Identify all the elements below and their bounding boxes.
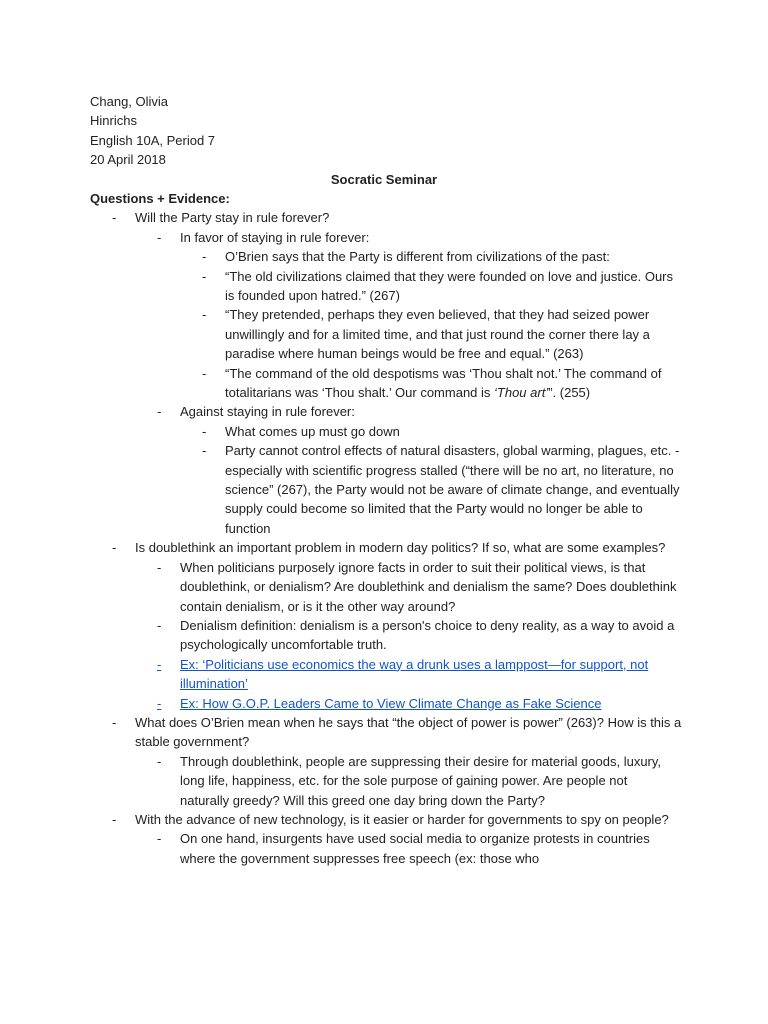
document-title: Socratic Seminar (330, 171, 438, 187)
question-text: With the advance of new technology, is it easier or harder for governments to spy on people? (135, 811, 669, 827)
bullet-dash: - (112, 811, 117, 827)
question-item (90, 713, 690, 752)
subtopic-item (90, 558, 690, 616)
bullet-dash: - (157, 559, 162, 575)
subtopic-text: On one hand, insurgents have used social media to organize protests in countries where the government suppresses free speech (ex: those who (180, 831, 650, 866)
quote-text-before: “The command of the old despotisms was ‘Thou shalt not.’ The command of totalitarians was ‘Thou shalt.’ Our command is (225, 365, 662, 401)
bullet-dash: - (157, 229, 162, 245)
questions-outline (90, 208, 690, 868)
subtopic-text: Against staying in rule forever: (180, 404, 355, 420)
question-item (90, 810, 690, 829)
bullet-dash: - (157, 404, 162, 420)
link-item (90, 694, 690, 713)
subtopic-item (90, 228, 690, 247)
evidence-text: O’Brien says that the Party is different from civilizations of the past: (225, 249, 610, 265)
bullet-dash: - (157, 656, 162, 672)
evidence-text: Party cannot control effects of natural disasters, global warming, plagues, etc. - especially with scientific progress stalled (“there will be no art, no literature, no science” (267), the Party would not be aware of climate change, and eventually supply could become so limited that the Party would no longer be able to function (225, 443, 680, 536)
bullet-dash: - (202, 268, 207, 284)
bullet-dash: - (202, 423, 207, 439)
climate-change-article-link[interactable]: Ex: How G.O.P. Leaders Came to View Climate Change as Fake Science (180, 695, 602, 711)
document-date: 20 April 2018 (90, 152, 166, 168)
question-text: Will the Party stay in rule forever? (135, 210, 330, 226)
question-item (90, 538, 690, 557)
link-item (90, 655, 690, 694)
bullet-dash: - (157, 617, 162, 633)
course-name: English 10A, Period 7 (90, 132, 216, 148)
evidence-text: What comes up must go down (225, 423, 400, 439)
subtopic-text: Denialism definition: denialism is a person's choice to deny reality, as a way to avoid a psychologically uncomfortable truth. (180, 617, 675, 653)
lamppost-article-link[interactable]: Ex: ‘Politicians use economics the way a drunk uses a lamppost—for support, not illumination’ (180, 656, 649, 692)
evidence-item (90, 267, 690, 306)
quote-italic-text: ‘Thou art’ (494, 385, 549, 401)
bullet-dash: - (202, 249, 207, 265)
evidence-item (90, 422, 690, 441)
evidence-text: “The old civilizations claimed that they were founded on love and justice. Ours is founded upon hatred.” (267) (225, 268, 674, 304)
evidence-item (90, 305, 690, 363)
bullet-dash: - (112, 714, 117, 730)
question-item (90, 208, 690, 227)
question-text: Is doublethink an important problem in modern day politics? If so, what are some examples? (135, 540, 666, 556)
bullet-dash: - (202, 307, 207, 323)
student-name: Chang, Olivia (90, 94, 169, 109)
bullet-dash: - (112, 540, 117, 556)
subtopic-text: In favor of staying in rule forever: (180, 229, 370, 245)
quote-text-after: ”. (255) (548, 385, 591, 401)
subtopic-text: When politicians purposely ignore facts in order to suit their political views, is that doublethink, or denialism? Are doublethink and denialism the same? Does doublethink contain denialism, or is it the other way around? (180, 559, 677, 614)
question-text: What does O’Brien mean when he says that “the object of power is power” (263)? How is this a stable government? (135, 714, 682, 750)
bullet-dash: - (157, 695, 162, 711)
subtopic-text: Through doublethink, people are suppressing their desire for material goods, luxury, long life, happiness, etc. for the sole purpose of gaining power. Are people not naturally greedy? Will this greed one day bring down the Party? (180, 753, 662, 808)
evidence-item (90, 441, 690, 538)
document-header (90, 92, 690, 170)
bullet-dash: - (112, 210, 117, 226)
bullet-dash: - (157, 831, 162, 847)
evidence-text: “They pretended, perhaps they even believed, that they had seized power unwillingly and for a limited time, and that just round the corner there lay a paradise where human beings would be free and equal.” (263) (225, 307, 650, 362)
section-heading: Questions + Evidence: (90, 191, 230, 206)
evidence-item (90, 364, 690, 403)
teacher-name: Hinrichs (90, 113, 137, 129)
bullet-dash: - (202, 443, 207, 459)
evidence-text (225, 364, 680, 403)
subtopic-item (90, 829, 690, 868)
subtopic-item (90, 752, 690, 810)
evidence-item (90, 247, 690, 266)
subtopic-item (90, 616, 690, 655)
subtopic-item (90, 402, 690, 421)
bullet-dash: - (202, 365, 207, 381)
bullet-dash: - (157, 753, 162, 769)
